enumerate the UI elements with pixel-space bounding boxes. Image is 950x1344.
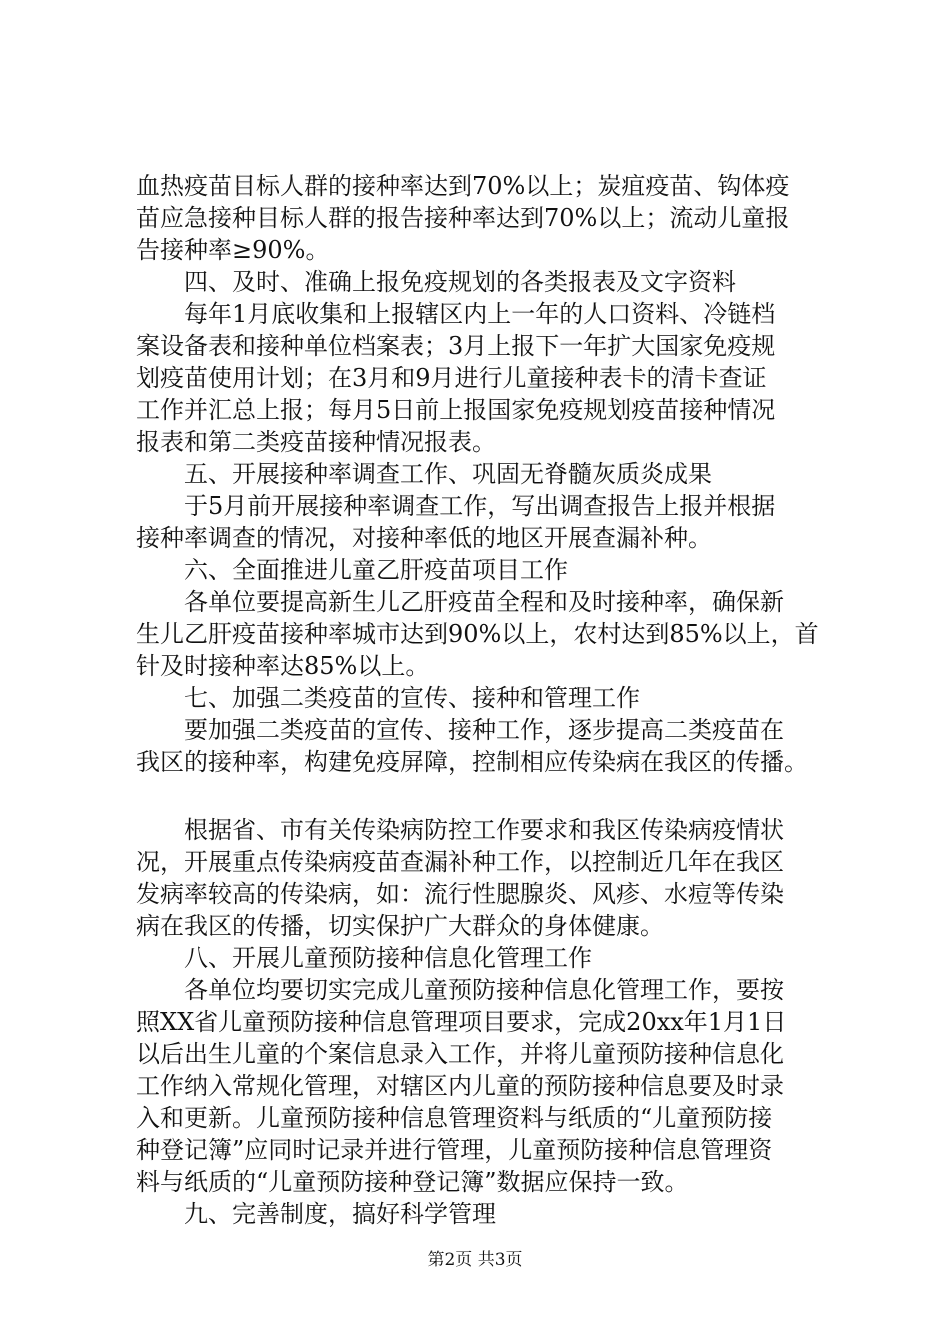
text-line: 工作纳入常规化管理，对辖区内儿童的预防接种信息要及时录 <box>136 1072 784 1100</box>
section-heading-7: 七、加强二类疫苗的宣传、接种和管理工作 <box>136 684 640 712</box>
text-line: 告接种率≥90%。 <box>136 236 330 264</box>
page-footer: 第2页 共3页 <box>427 1250 523 1270</box>
text-line: 针及时接种率达85%以上。 <box>136 652 430 680</box>
section-heading-4: 四、及时、准确上报免疫规划的各类报表及文字资料 <box>136 268 736 296</box>
section-heading-5: 五、开展接种率调查工作、巩固无脊髓灰质炎成果 <box>136 460 712 488</box>
text-line: 况，开展重点传染病疫苗查漏补种工作，以控制近几年在我区 <box>136 848 784 876</box>
text-line: 每年1月底收集和上报辖区内上一年的人口资料、冷链档 <box>136 300 776 328</box>
text-line: 病在我区的传播，切实保护广大群众的身体健康。 <box>136 912 664 940</box>
text-line: 案设备表和接种单位档案表；3月上报下一年扩大国家免疫规 <box>136 332 776 360</box>
text-line: 以后出生儿童的个案信息录入工作，并将儿童预防接种信息化 <box>136 1040 784 1068</box>
text-line: 发病率较高的传染病，如：流行性腮腺炎、风疹、水痘等传染 <box>136 880 784 908</box>
text-line: 报表和第二类疫苗接种情况报表。 <box>136 428 496 456</box>
text-line: 工作并汇总上报；每月5日前上报国家免疫规划疫苗接种情况 <box>136 396 776 424</box>
text-line: 各单位均要切实完成儿童预防接种信息化管理工作，要按 <box>136 976 784 1004</box>
section-heading-9: 九、完善制度，搞好科学管理 <box>136 1200 496 1228</box>
document-body <box>136 170 826 1230</box>
text-line: 血热疫苗目标人群的接种率达到70%以上；炭疽疫苗、钩体疫 <box>136 172 790 200</box>
text-line: 我区的接种率，构建免疫屏障，控制相应传染病在我区的传播。 <box>136 748 808 776</box>
text-line: 要加强二类疫苗的宣传、接种工作，逐步提高二类疫苗在 <box>136 716 784 744</box>
text-line: 划疫苗使用计划；在3月和9月进行儿童接种表卡的清卡查证 <box>136 364 767 392</box>
text-line: 种登记簿”应同时记录并进行管理，儿童预防接种信息管理资 <box>136 1136 773 1164</box>
text-line: 生儿乙肝疫苗接种率城市达到90%以上，农村达到85%以上，首 <box>136 620 819 648</box>
text-line: 照XX省儿童预防接种信息管理项目要求，完成20xx年1月1日 <box>136 1008 787 1036</box>
text-line: 苗应急接种目标人群的报告接种率达到70%以上；流动儿童报 <box>136 204 790 232</box>
text-line: 料与纸质的“儿童预防接种登记簿”数据应保持一致。 <box>136 1168 689 1196</box>
text-line: 各单位要提高新生儿乙肝疫苗全程和及时接种率，确保新 <box>136 588 784 616</box>
text-line: 根据省、市有关传染病防控工作要求和我区传染病疫情状 <box>136 816 784 844</box>
text-line: 接种率调查的情况，对接种率低的地区开展查漏补种。 <box>136 524 712 552</box>
text-line: 入和更新。儿童预防接种信息管理资料与纸质的“儿童预防接 <box>136 1104 773 1132</box>
blank-line <box>136 778 826 814</box>
section-heading-8: 八、开展儿童预防接种信息化管理工作 <box>136 944 592 972</box>
section-heading-6: 六、全面推进儿童乙肝疫苗项目工作 <box>136 556 568 584</box>
text-line: 于5月前开展接种率调查工作，写出调查报告上报并根据 <box>136 492 776 520</box>
